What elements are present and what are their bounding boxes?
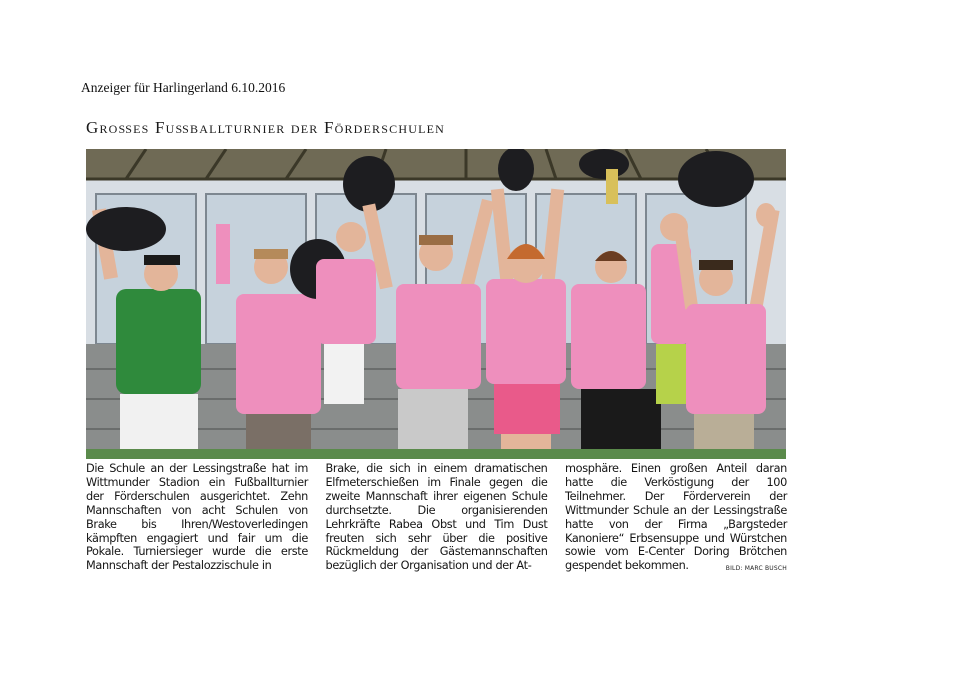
photo-credit: BILD: MARC BUSCH [725, 565, 787, 573]
article-headline: Großes Fußballturnier der Förderschulen [86, 118, 446, 137]
trophy-bag [86, 207, 166, 251]
trophy-bag [579, 149, 629, 179]
trophy-bag [498, 149, 534, 191]
article-column-3-text: mosphäre. Einen großen Anteil daran hatte die Verköstigung der 100 Teilnehmer. Der Förderverein der Wittmunder Schule an der Lessingstraße hatte von der Firma „Bargsteder Kanoniere“ Erbsensuppe und Würstchen sowie vom E-Center Doring Brötchen gespendet bekommen. [565, 462, 787, 573]
trophy-bag [343, 156, 395, 212]
article-column-3 [565, 462, 787, 576]
article-body [86, 462, 787, 576]
field-ground [86, 449, 786, 459]
newspaper-source-date: Anzeiger für Harlingerland 6.10.2016 [81, 80, 286, 95]
article-column-2: Brake, die sich in einem dramatischen Elfmeterschießen im Finale gegen die zweite Mannschaft ihrer eigenen Schule durchsetzte. Die organisierenden Lehrkräfte Rabea Obst und Tim Dust freuten sich sehr über die positive Rückmeldung der Gästemannschaften bezüglich der Organisation und der At- [325, 462, 548, 573]
team-photo [86, 149, 786, 459]
article-column-1: Die Schule an der Lessingstraße hat im Wittmunder Stadion ein Fußballturnier der Förderschulen ausgerichtet. Zehn Mannschaften von acht Schulen von Brake bis Ihren/Westoverledingen kämpften engagiert und fair um die Pokale. Turniersieger wurde die erste Mannschaft der Pestalozzischule in [86, 462, 308, 573]
trophy-bag [678, 151, 754, 207]
trophy-cup [606, 169, 618, 204]
